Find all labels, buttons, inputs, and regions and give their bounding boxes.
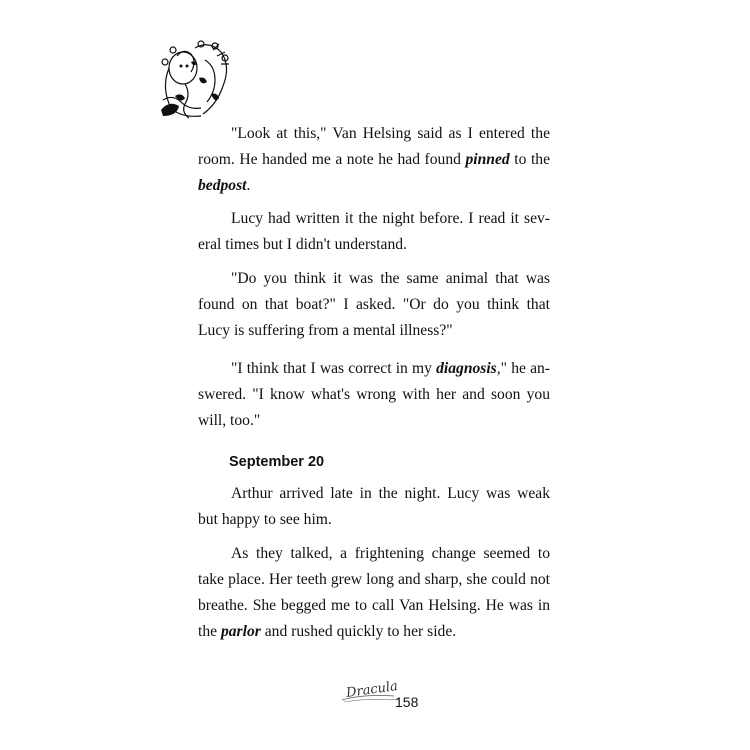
text-run: ," he an-swered. "I know what's wrong with her and soon you will, too." — [198, 360, 550, 429]
paragraph-5 — [198, 481, 550, 533]
text-run: As they talked, a frightening change seemed to take place. Her teeth grew long and sharp, she could not breathe. She begged me to call Van Helsing. He was in the — [198, 545, 550, 640]
text-run: "I think that I was correct in my — [231, 360, 437, 377]
paragraph-3 — [198, 266, 550, 344]
paragraph-1 — [198, 121, 550, 199]
vignette-illustration — [155, 38, 235, 120]
page-number: 158 — [395, 694, 419, 710]
text-run: Lucy had written it the night before. I read it sev-eral times but I didn't understand. — [198, 210, 550, 253]
text-run: "Look at this," Van Helsing said as I entered the room. He handed me a note he had found — [198, 125, 550, 168]
paragraph-6 — [198, 541, 550, 645]
text-run: Arthur arrived late in the night. Lucy was weak but happy to see him. — [198, 485, 550, 528]
text-run: "Do you think it was the same animal that was found on that boat?" I asked. "Or do you think that Lucy is suffering from a mental illness?" — [198, 270, 550, 339]
emphasized-word: pinned — [465, 151, 510, 168]
emphasized-word: bedpost — [198, 177, 247, 194]
emphasized-word: diagnosis — [436, 360, 497, 377]
text-run: to the — [509, 151, 551, 168]
paragraph-2 — [198, 206, 550, 258]
text-run: and rushed quickly to her side. — [260, 623, 457, 640]
paragraph-4 — [198, 356, 550, 434]
text-run: . — [246, 177, 251, 194]
section-heading: September 20 — [229, 454, 325, 470]
emphasized-word: parlor — [220, 623, 261, 640]
logo-text: Dracula — [345, 678, 399, 701]
